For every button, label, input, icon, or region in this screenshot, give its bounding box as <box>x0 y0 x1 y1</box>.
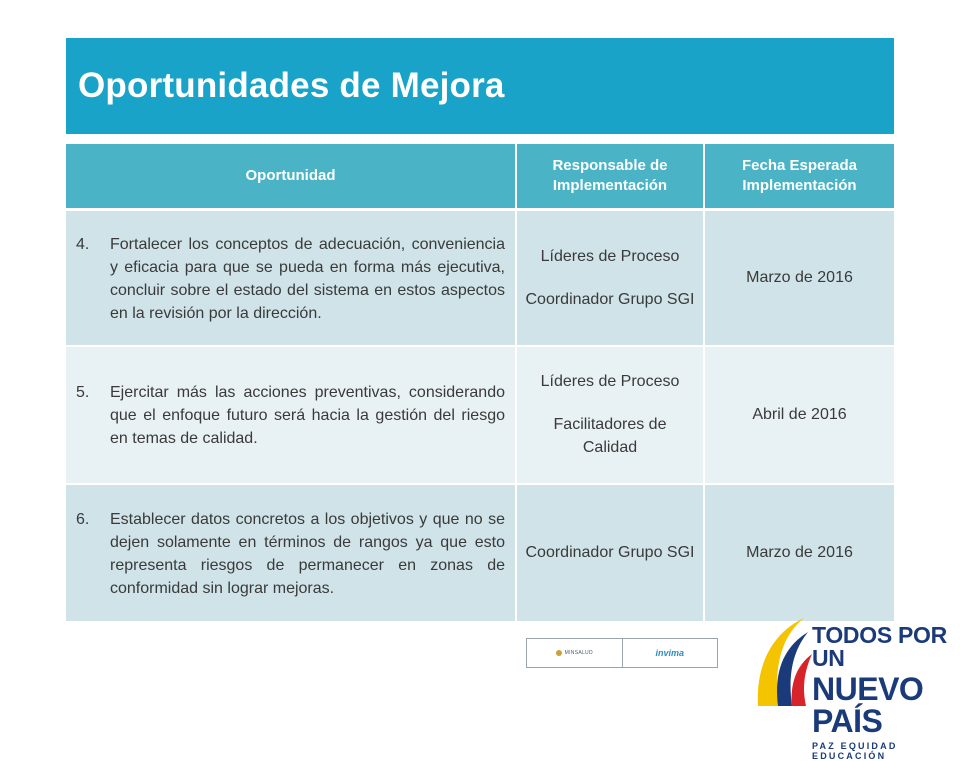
header-responsible: Responsable de Implementación <box>516 144 704 210</box>
opportunity-cell <box>66 346 516 484</box>
item-number: 4. <box>76 235 90 253</box>
responsible-cell <box>516 346 704 484</box>
minsalud-logo-text: MINSALUD <box>564 650 593 656</box>
gov-slogan-line1: TODOS POR UN <box>812 622 947 671</box>
gov-slogan-line2: NUEVO PAÍS <box>812 671 924 739</box>
header-opportunity: Oportunidad <box>66 144 516 210</box>
minsalud-logo <box>527 639 622 667</box>
opportunity-text: Fortalecer los conceptos de adecuación, conveniencia y eficacia para que se pueda en forma más ejecutiva, concluir sobre el estado del sistema en estos aspectos en la revisión por la dirección. <box>110 235 505 322</box>
responsible-name: Coordinador Grupo SGI <box>525 290 695 308</box>
item-number: 5. <box>76 384 90 401</box>
responsible-name: Coordinador Grupo SGI <box>525 544 695 561</box>
responsible-cell <box>516 210 704 346</box>
opportunity-text: Establecer datos concretos a los objetivos y que no se dejen solamente en términos de rangos ya que esto representa riesgos de permanecer en zonas de conformidad sin lograr mejoras. <box>110 510 505 597</box>
page-title: Oportunidades de Mejora <box>78 66 505 105</box>
shield-icon <box>556 650 562 656</box>
government-logo <box>812 624 960 761</box>
date-cell: Marzo de 2016 <box>704 484 894 622</box>
date-cell: Abril de 2016 <box>704 346 894 484</box>
responsible-name: Líderes de Proceso <box>540 247 680 265</box>
date-cell: Marzo de 2016 <box>704 210 894 346</box>
responsible-name: Líderes de Proceso <box>540 373 680 390</box>
table-row <box>66 210 894 346</box>
invima-logo <box>622 639 718 667</box>
invima-logo-text: invima <box>655 648 684 658</box>
opportunities-table <box>66 144 894 623</box>
table-row <box>66 346 894 484</box>
responsible-cell <box>516 484 704 622</box>
table-row <box>66 484 894 622</box>
gov-slogan-line3: PAZ EQUIDAD EDUCACIÓN <box>812 741 898 761</box>
opportunity-cell <box>66 210 516 346</box>
responsible-name: Facilitadores de Calidad <box>553 416 667 456</box>
table-header-row <box>66 144 894 210</box>
opportunity-text: Ejercitar más las acciones preventivas, considerando que el enfoque futuro será hacia la gestión del riesgo en temas de calidad. <box>110 384 505 447</box>
partner-logos <box>526 638 718 668</box>
opportunity-cell <box>66 484 516 622</box>
header-expected-date: Fecha Esperada Implementación <box>704 144 894 210</box>
item-number: 6. <box>76 510 90 528</box>
title-banner <box>66 38 894 134</box>
